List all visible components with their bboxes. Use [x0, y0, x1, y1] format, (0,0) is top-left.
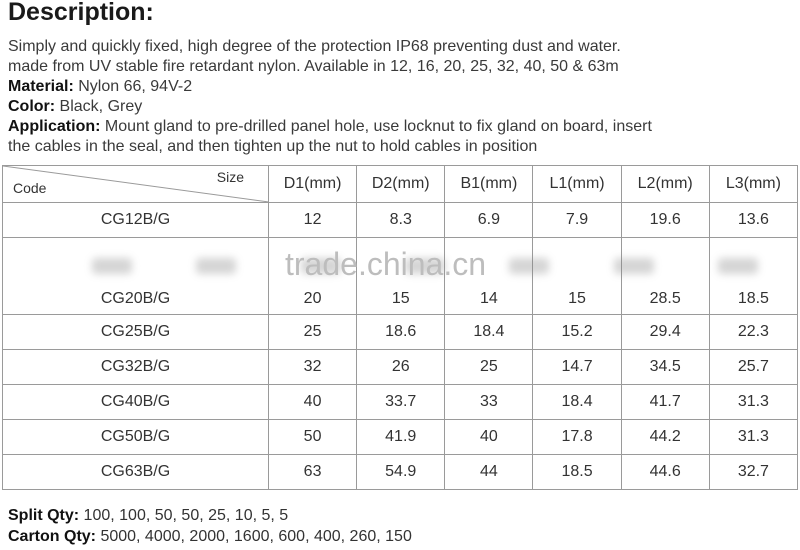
value-cell: 44.2	[621, 420, 709, 455]
value-cell: 31.3	[709, 385, 797, 420]
value-cell: 18.5	[533, 455, 621, 490]
value-cell: 8.3	[357, 203, 445, 238]
application-value: Mount gland to pre-drilled panel hole, use locknut to fix gland on board, insert	[100, 118, 652, 135]
code-cell: CG32B/G	[3, 350, 269, 385]
value-cell: 40	[269, 385, 357, 420]
spec-table	[2, 165, 798, 490]
value-cell: 15.2	[533, 315, 621, 350]
value-cell: 18.5	[709, 238, 797, 315]
column-header: L2(mm)	[621, 166, 709, 203]
value-cell: 54.9	[357, 455, 445, 490]
table-row	[3, 455, 798, 490]
value-cell: 26	[357, 350, 445, 385]
table-row	[3, 203, 798, 238]
value-cell: 41.7	[621, 385, 709, 420]
description-block	[8, 37, 798, 157]
column-header: B1(mm)	[445, 166, 533, 203]
value-cell: 6.9	[445, 203, 533, 238]
table-row	[3, 385, 798, 420]
corner-size-label: Size	[216, 169, 244, 185]
corner-code-label: Code	[13, 180, 47, 196]
value-cell: 33	[445, 385, 533, 420]
description-line-1: Simply and quickly fixed, high degree of the protection IP68 preventing dust and water.	[8, 38, 621, 55]
watermark: trade.china.cn	[285, 246, 487, 282]
value-cell: 15	[357, 238, 445, 315]
material-line	[8, 77, 798, 97]
application-line-2: the cables in the seal, and then tighten up the nut to hold cables in position	[8, 138, 538, 155]
code-cell: CG63B/G	[3, 455, 269, 490]
table-row	[3, 420, 798, 455]
application-label: Application:	[8, 118, 101, 135]
split-qty-line	[8, 507, 288, 525]
description-line-2: made from UV stable fire retardant nylon. Available in 12, 16, 20, 25, 32, 40, 50 & 63m	[8, 58, 619, 75]
table-header-row	[3, 166, 798, 203]
split-qty-label: Split Qty:	[8, 507, 80, 524]
split-qty-value: 100, 100, 50, 50, 25, 10, 5, 5	[79, 507, 289, 524]
material-value: Nylon 66, 94V-2	[73, 78, 193, 95]
value-cell: 32.7	[709, 455, 797, 490]
value-cell: 18.4	[445, 315, 533, 350]
corner-header-cell	[3, 166, 269, 203]
value-cell: 31.3	[709, 420, 797, 455]
table-row	[3, 315, 798, 350]
value-cell: 13.6	[709, 203, 797, 238]
column-header: D1(mm)	[269, 166, 357, 203]
value-cell: 25	[445, 350, 533, 385]
value-cell: 50	[269, 420, 357, 455]
value-cell: 7.9	[533, 203, 621, 238]
page-title: Description:	[8, 0, 154, 26]
value-cell: 19.6	[621, 203, 709, 238]
value-cell: 25.7	[709, 350, 797, 385]
value-cell: 22.3	[709, 315, 797, 350]
value-cell: 32	[269, 350, 357, 385]
code-cell: CG20B/G	[3, 238, 269, 315]
code-cell: CG25B/G	[3, 315, 269, 350]
application-line	[8, 117, 798, 137]
material-label: Material:	[8, 78, 74, 95]
value-cell: 28.5	[621, 238, 709, 315]
code-cell: CG40B/G	[3, 385, 269, 420]
value-cell: 15	[533, 238, 621, 315]
column-header: L3(mm)	[709, 166, 797, 203]
color-value: Black, Grey	[55, 98, 143, 115]
value-cell: 34.5	[621, 350, 709, 385]
color-label: Color:	[8, 98, 56, 115]
value-cell: 12	[269, 203, 357, 238]
value-cell: 40	[445, 420, 533, 455]
color-line	[8, 97, 798, 117]
value-cell: 18.6	[357, 315, 445, 350]
corner-header	[3, 166, 268, 202]
value-cell: 18.4	[533, 385, 621, 420]
value-cell: 14.7	[533, 350, 621, 385]
value-cell: 44.6	[621, 455, 709, 490]
value-cell: 25	[269, 315, 357, 350]
carton-qty-line	[8, 528, 412, 546]
code-cell: CG12B/G	[3, 203, 269, 238]
column-header: L1(mm)	[533, 166, 621, 203]
value-cell: 44	[445, 455, 533, 490]
code-cell: CG50B/G	[3, 420, 269, 455]
table-row	[3, 350, 798, 385]
value-cell: 20	[269, 238, 357, 315]
value-cell: 29.4	[621, 315, 709, 350]
column-header: D2(mm)	[357, 166, 445, 203]
value-cell: 14	[445, 238, 533, 315]
value-cell: 17.8	[533, 420, 621, 455]
carton-qty-label: Carton Qty:	[8, 528, 96, 545]
value-cell: 41.9	[357, 420, 445, 455]
carton-qty-value: 5000, 4000, 2000, 1600, 600, 400, 260, 150	[96, 528, 412, 545]
value-cell: 63	[269, 455, 357, 490]
value-cell: 33.7	[357, 385, 445, 420]
